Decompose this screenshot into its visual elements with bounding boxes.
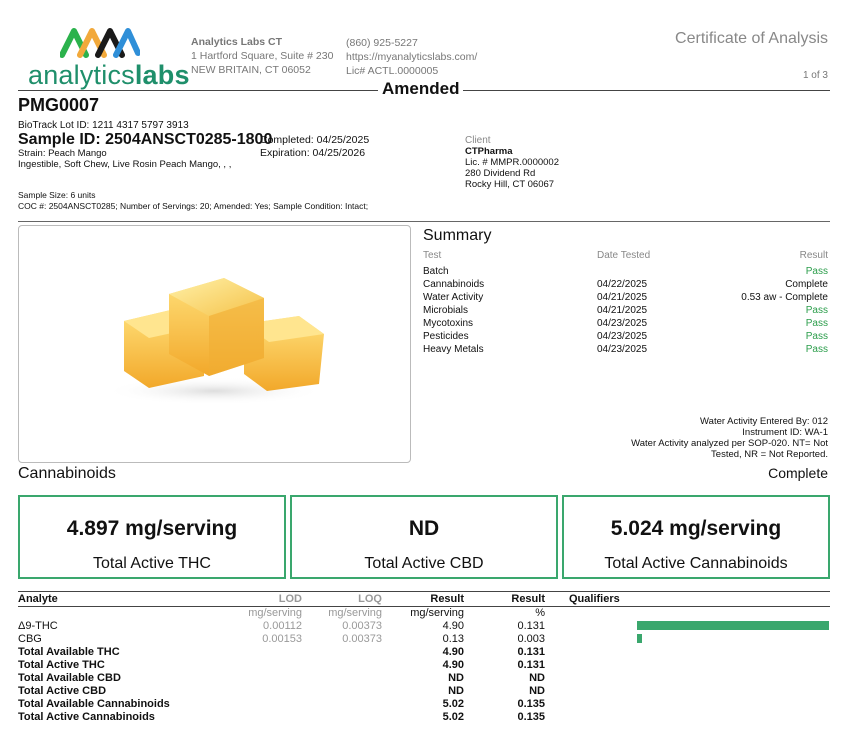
analytics-labs-logo-icon [60, 25, 140, 59]
cannabinoids-status: Complete [768, 465, 828, 481]
box-value: 5.024 mg/serving [610, 517, 782, 540]
page-number: 1 of 3 [802, 70, 828, 81]
unit-lod: mg/serving [248, 607, 302, 619]
analyte-name: Total Available CBD [18, 672, 121, 684]
summary-date: 04/23/2025 [597, 331, 648, 342]
sample-size-info: Sample Size: 6 units COC #: 2504ANSCT0285; Number of Servings: 20; Amended: Yes; Sample Condition: Intact; [18, 190, 369, 211]
analytics-labs-logo-text: analyticslabs [28, 60, 190, 90]
unit-result-mg: mg/serving [410, 607, 464, 619]
summary-header-date: Date Tested [597, 250, 651, 261]
summary-header-test: Test [423, 250, 442, 261]
analyte-name: Total Available THC [18, 646, 120, 658]
box-label: Total Active CBD [364, 555, 484, 572]
summary-date: 04/23/2025 [597, 318, 648, 329]
box-label: Total Active THC [93, 555, 211, 572]
total-active-cbd-box [290, 495, 558, 579]
col-loq: LOQ [358, 593, 382, 605]
summary-result: 0.53 aw - Complete [741, 292, 828, 303]
sample-id: Sample ID: 2504ANSCT0285-1800 [18, 131, 273, 148]
analyte-lod: 0.00112 [263, 620, 302, 632]
analyte-result-mg: 4.90 [442, 646, 464, 658]
analyte-result-pct: 0.135 [517, 711, 545, 723]
analyte-result-pct: 0.131 [517, 646, 545, 658]
analyte-result-pct: 0.131 [517, 659, 545, 671]
analyte-name: Δ9-THC [18, 620, 58, 632]
analyte-result-pct: 0.131 [517, 620, 545, 632]
summary-test: Cannabinoids [423, 279, 485, 290]
analyte-result-pct: 0.003 [517, 633, 545, 645]
analyte-name: CBG [18, 633, 42, 645]
summary-result: Pass [805, 266, 828, 277]
summary-test: Pesticides [423, 331, 469, 342]
col-result-pct: Result [511, 593, 545, 605]
analyte-result-mg: 5.02 [442, 698, 464, 710]
sample-strain: Strain: Peach Mango Ingestible, Soft Chew, Live Rosin Peach Mango, , , [18, 148, 232, 170]
amended-label: Amended [378, 79, 463, 99]
analyte-name: Total Available Cannabinoids [18, 698, 170, 710]
table-top-line [18, 591, 830, 592]
lab-contact: (860) 925-5227 https://myanalyticslabs.com/ Lic# ACTL.0000005 [346, 37, 478, 77]
analyte-result-mg: 4.90 [442, 620, 464, 632]
cannabinoids-title: Cannabinoids [18, 465, 116, 482]
analyte-loq: 0.00373 [342, 633, 382, 645]
summary-result: Pass [805, 331, 828, 342]
summary-date: 04/22/2025 [597, 279, 648, 290]
summary-date: 04/21/2025 [597, 305, 648, 316]
analyte-result-pct: ND [529, 672, 545, 684]
sample-dates: Completed: 04/25/2025 Expiration: 04/25/2026 [260, 134, 370, 159]
total-active-thc-box [18, 495, 286, 579]
summary-result: Pass [805, 305, 828, 316]
analyte-result-pct: ND [529, 685, 545, 697]
analyte-result-pct: 0.135 [517, 698, 545, 710]
summary-test: Mycotoxins [423, 318, 474, 329]
analyte-lod: 0.00153 [262, 633, 302, 645]
summary-result: Pass [805, 344, 828, 355]
col-lod: LOD [278, 593, 302, 605]
unit-result-pct: % [535, 607, 545, 619]
summary-test: Water Activity [423, 292, 484, 303]
lab-address: Analytics Labs CT 1 Hartford Square, Suite # 230 NEW BRITAIN, CT 06052 [191, 36, 334, 76]
summary-test: Heavy Metals [423, 344, 484, 355]
document-title: Certificate of Analysis [675, 30, 828, 47]
water-activity-note: Water Activity Entered By: 012 Instrument ID: WA-1 Water Activity analyzed per SOP-020. NT= Not Tested, NR = Not Reported. [631, 416, 828, 460]
box-label: Total Active Cannabinoids [604, 555, 788, 572]
total-active-cannabinoids-box [562, 495, 830, 579]
summary-title: Summary [423, 227, 492, 244]
client-info: Client CTPharma Lic. # MMPR.0000002 280 Dividend Rd Rocky Hill, CT 06067 [465, 135, 559, 190]
analyte-result-mg: ND [448, 672, 464, 684]
analyte-result-mg: ND [448, 685, 464, 697]
qualifier-bar [637, 634, 642, 643]
section-divider [18, 221, 830, 222]
analyte-result-mg: 0.13 [442, 633, 464, 645]
col-qualifiers: Qualifiers [569, 593, 620, 605]
analyte-name: Total Active CBD [18, 685, 107, 697]
summary-date: 04/21/2025 [597, 292, 648, 303]
biotrack-lot-id: BioTrack Lot ID: 1211 4317 5797 3913 [18, 120, 189, 131]
summary-test: Microbials [423, 305, 469, 316]
qualifier-bar [637, 621, 829, 630]
analyte-loq: 0.00373 [342, 620, 382, 632]
unit-loq: mg/serving [328, 607, 382, 619]
summary-header-result: Result [799, 250, 828, 261]
box-value: 4.897 mg/serving [66, 517, 238, 540]
col-result-mg: Result [430, 593, 464, 605]
analyte-name: Total Active Cannabinoids [18, 711, 155, 723]
summary-test: Batch [423, 266, 449, 277]
gummy-cubes-image [19, 226, 410, 462]
product-image [18, 225, 411, 463]
summary-result: Complete [785, 279, 828, 290]
sample-code: PMG0007 [18, 95, 100, 115]
box-value: ND [408, 517, 440, 540]
col-analyte: Analyte [18, 593, 58, 605]
summary-date: 04/23/2025 [597, 344, 648, 355]
summary-result: Pass [805, 318, 828, 329]
analyte-name: Total Active THC [18, 659, 105, 671]
analyte-result-mg: 4.90 [442, 659, 464, 671]
analyte-result-mg: 5.02 [442, 711, 464, 723]
